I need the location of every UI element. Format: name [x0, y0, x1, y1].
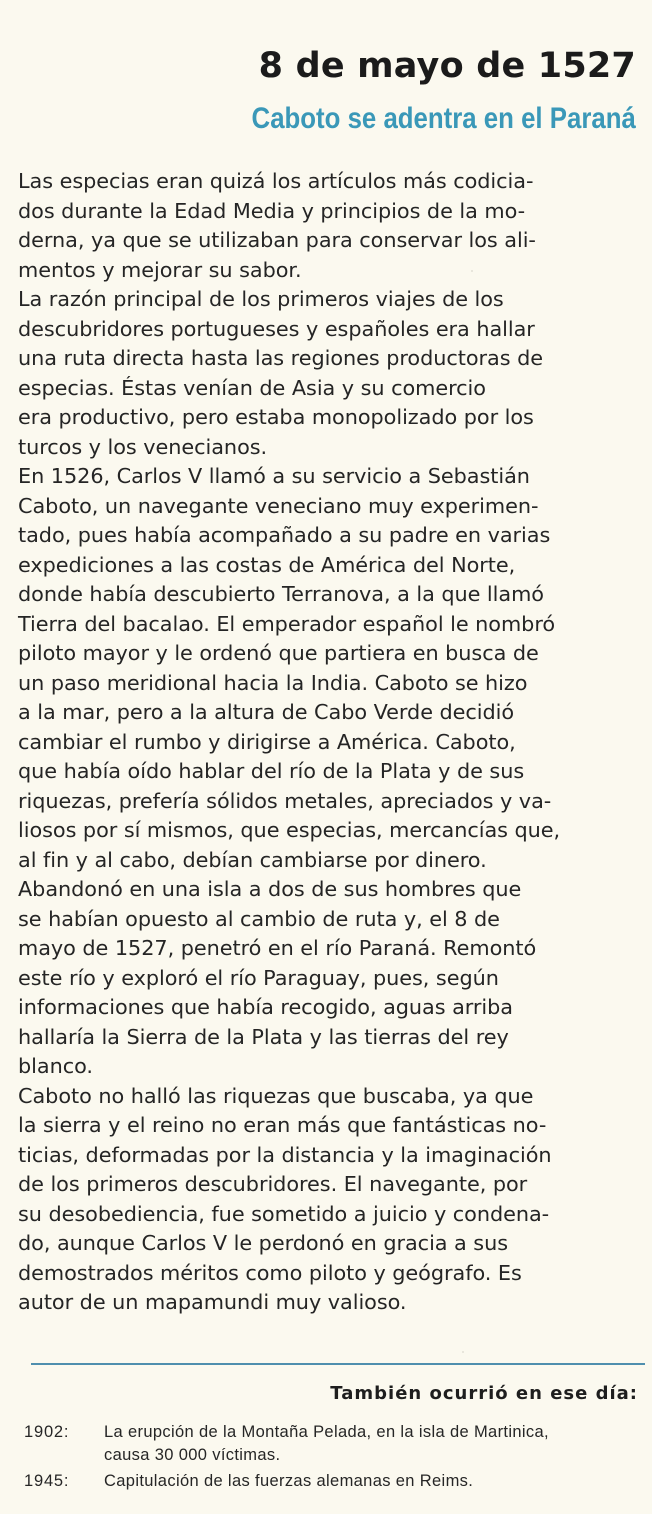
event-list — [24, 1421, 644, 1496]
event-description: La erupción de la Montaña Pelada, en la isla de Martinica, causa 30 000 víctimas. — [104, 1423, 549, 1464]
page-title: 8 de mayo de 1527 — [258, 46, 636, 86]
event-year: 1902: — [24, 1423, 70, 1441]
article-paragraph: En 1526, Carlos V llamó a su servicio a Sebastián Caboto, un navegante veneciano muy experimen- tado, pues había acompañado a su padre en varias expediciones a las costas de América del Norte, donde había descubierto Terranova, a la que llamó Tierra del bacalao. El emperador español le nombró piloto mayor y le ordenó que partiera en busca de un paso meridional hacia la India. Caboto se hizo a la mar, pero a la altura de Cabo Verde decidió cambiar el rumbo y dirigirse a América. Caboto, que había oído hablar del río de la Plata y de sus riquezas, prefería sólidos metales, apreciados y va- liosos por sí mismos, que especias, mercancías que, al fin y al cabo, debían cambiarse por dinero. Abandonó en una isla a dos de sus hombres que se habían opuesto al cambio de ruta y, el 8 de mayo de 1527, penetró en el río Paraná. Remontó este río y exploró el río Paraguay, pues, según informaciones que había recogido, aguas arriba hallaría la Sierra de la Plata y las tierras del rey blanco. — [18, 464, 561, 1078]
paper-speck — [462, 1351, 464, 1353]
section-divider — [31, 1363, 645, 1365]
article-body — [18, 167, 638, 1318]
event-item — [24, 1421, 644, 1467]
page-subtitle: Caboto se adentra en el Paraná — [251, 102, 636, 135]
event-item — [24, 1470, 644, 1493]
also-happened-heading: También ocurrió en ese día: — [330, 1383, 638, 1404]
paper-speck — [471, 270, 473, 272]
event-year: 1945: — [24, 1472, 70, 1490]
article-paragraph: La razón principal de los primeros viajes de los descubridores portugueses y españoles era hallar una ruta directa hasta las regiones productoras de especias. Éstas venían de Asia y su comercio era productivo, pero estaba monopolizado por los turcos y los venecianos. — [18, 287, 543, 459]
event-description: Capitulación de las fuerzas alemanas en Reims. — [104, 1472, 474, 1490]
article-paragraph: Caboto no halló las riquezas que buscaba, ya que la sierra y el reino no eran más que fantásticas no- ticias, deformadas por la distancia y la imaginación de los primeros descubridores. El navegante, por su desobediencia, fue sometido a juicio y condena- do, aunque Carlos V le perdonó en gracia a sus demostrados méritos como piloto y geógrafo. Es autor de un mapamundi muy valioso. — [18, 1083, 552, 1314]
article-paragraph: Las especias eran quizá los artículos más codicia- dos durante la Edad Media y principios de la mo- derna, ya que se utilizaban para conservar los ali- mentos y mejorar su sabor. — [18, 169, 536, 282]
